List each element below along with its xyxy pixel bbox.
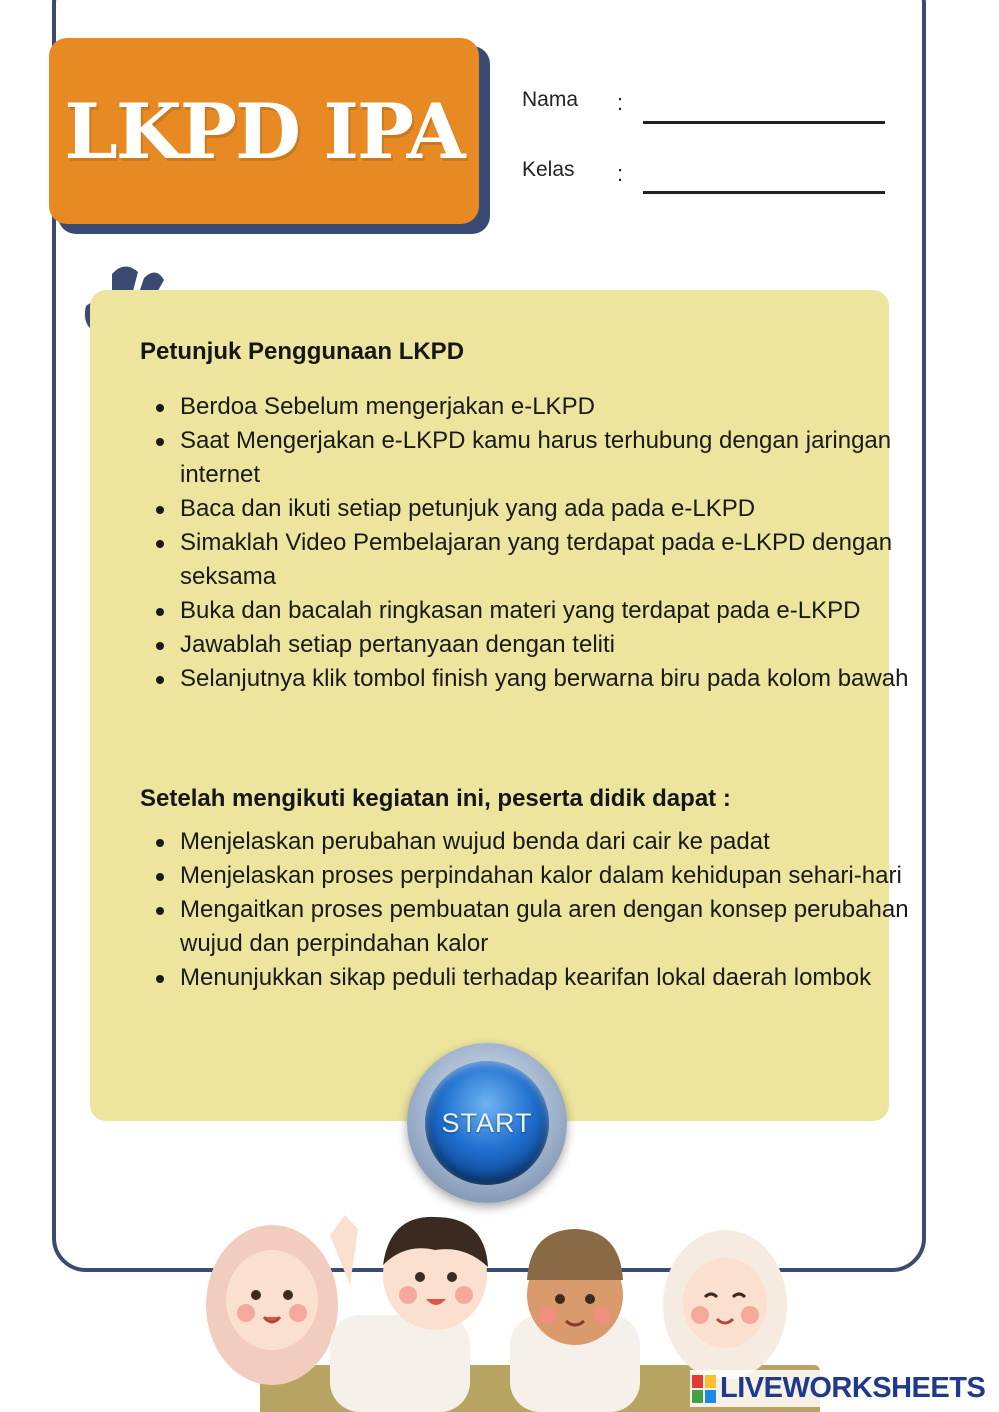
start-button[interactable] xyxy=(407,1043,567,1203)
name-field[interactable] xyxy=(643,121,885,124)
liveworksheets-brand[interactable] xyxy=(690,1370,991,1407)
list-item: Mengaitkan proses pembuatan gula aren dengan konsep perubahan wujud dan perpindahan kalor xyxy=(180,893,920,961)
class-field[interactable] xyxy=(643,191,885,194)
name-colon: : xyxy=(617,90,624,115)
liveworksheets-logo-icon xyxy=(692,1375,716,1403)
start-button-label: START xyxy=(441,1107,533,1138)
list-item: Menjelaskan proses perpindahan kalor dalam kehidupan sehari-hari xyxy=(180,859,920,893)
objectives-heading: Setelah mengikuti kegiatan ini, peserta didik dapat : xyxy=(140,785,731,812)
start-button-face xyxy=(425,1061,549,1185)
title-banner xyxy=(49,38,479,224)
instructions-heading: Petunjuk Penggunaan LKPD xyxy=(140,338,465,365)
list-item: Baca dan ikuti setiap petunjuk yang ada pada e-LKPD xyxy=(180,492,920,526)
list-item: Jawablah setiap pertanyaan dengan teliti xyxy=(180,628,920,662)
list-item: Menjelaskan perubahan wujud benda dari cair ke padat xyxy=(180,825,920,859)
name-label: Nama xyxy=(522,88,579,111)
brand-name: LIVEWORKSHEETS xyxy=(720,1372,986,1404)
list-item: Buka dan bacalah ringkasan materi yang terdapat pada e-LKPD xyxy=(180,594,920,628)
class-colon: : xyxy=(617,161,624,186)
list-item: Simaklah Video Pembelajaran yang terdapat pada e-LKPD dengan seksama xyxy=(180,526,920,594)
page-title: LKPD IPA xyxy=(64,86,464,176)
list-item: Saat Mengerjakan e-LKPD kamu harus terhubung dengan jaringan internet xyxy=(180,424,920,492)
objectives-list xyxy=(140,825,920,995)
list-item: Selanjutnya klik tombol finish yang berwarna biru pada kolom bawah xyxy=(180,662,920,696)
class-label: Kelas xyxy=(522,158,575,181)
instructions-list xyxy=(140,390,920,696)
list-item: Berdoa Sebelum mengerjakan e-LKPD xyxy=(180,390,920,424)
list-item: Menunjukkan sikap peduli terhadap kearifan lokal daerah lombok xyxy=(180,961,920,995)
